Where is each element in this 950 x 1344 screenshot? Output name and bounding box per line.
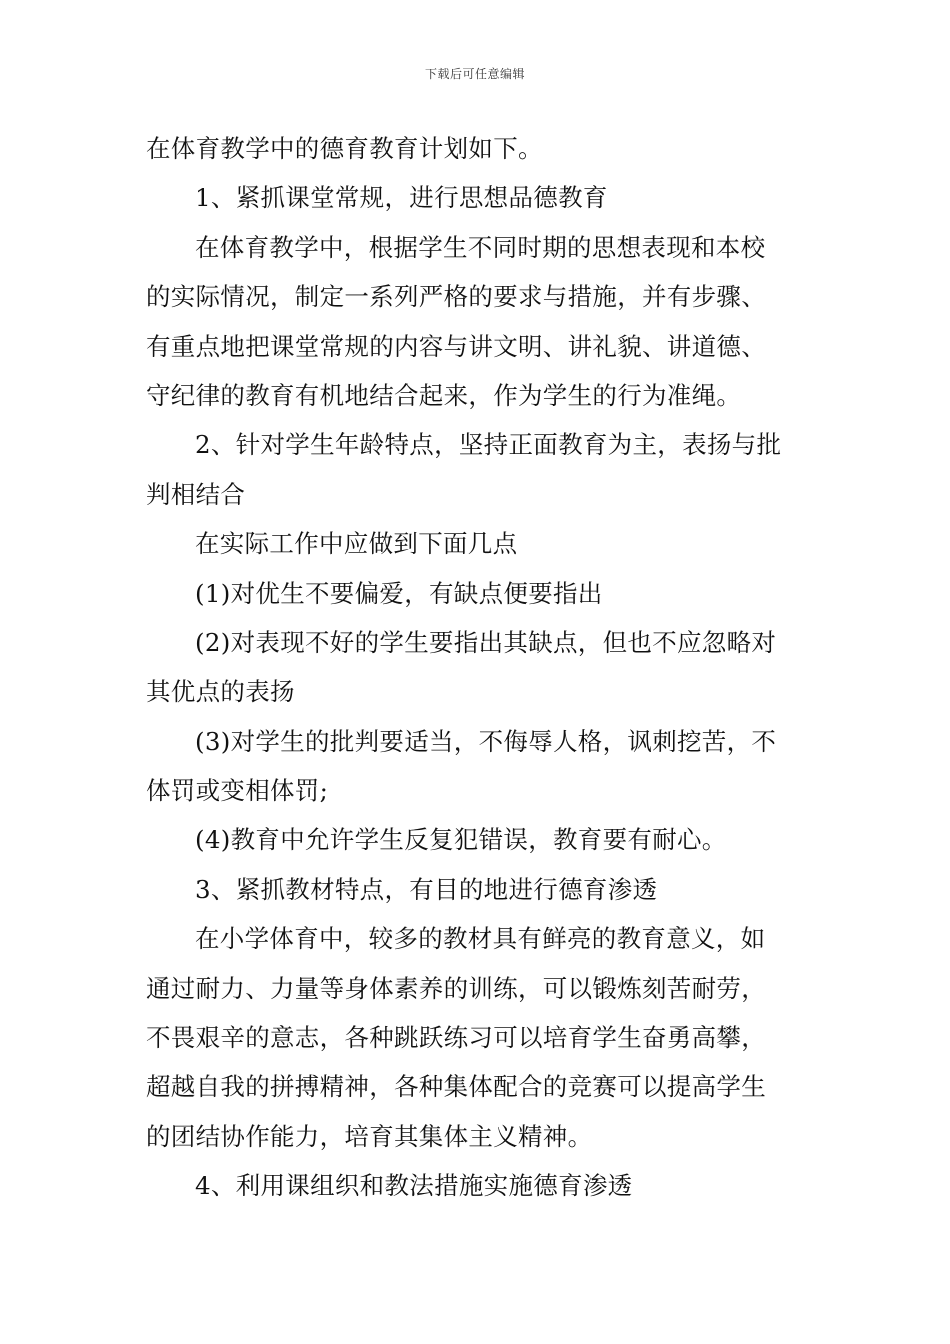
text-line: 判相结合 — [146, 479, 246, 509]
text-line: 体罚或变相体罚; — [146, 776, 329, 806]
text-line: 超越自我的拼搏精神，各种集体配合的竞赛可以提高学生 — [146, 1072, 766, 1102]
text-line: (4)教育中允许学生反复犯错误，教育要有耐心。 — [195, 825, 727, 855]
text-line: 3、紧抓教材特点，有目的地进行德育渗透 — [195, 874, 658, 904]
page-header: 下载后可任意编辑 — [424, 67, 525, 81]
text-line: 在实际工作中应做到下面几点 — [195, 529, 518, 559]
text-line: 在小学体育中，较多的教材具有鲜亮的教育意义，如 — [195, 924, 766, 954]
text-line: 在体育教学中的德育教育计划如下。 — [146, 134, 543, 163]
document-body — [146, 124, 811, 1211]
text-line: (2)对表现不好的学生要指出其缺点，但也不应忽略对 — [195, 627, 777, 657]
text-line: 4、利用课组织和教法措施实施德育渗透 — [195, 1171, 633, 1201]
text-line: 1、紧抓课堂常规，进行思想品德教育 — [195, 183, 608, 213]
text-line: (1)对优生不要偏爱，有缺点便要指出 — [195, 578, 603, 608]
text-line: 的实际情况，制定一系列严格的要求与措施，并有步骤、 — [146, 282, 766, 312]
text-line: 的团结协作能力，培育其集体主义精神。 — [146, 1121, 593, 1151]
text-line: 2、针对学生年龄特点，坚持正面教育为主，表扬与批 — [195, 430, 782, 460]
text-line: 在体育教学中，根据学生不同时期的思想表现和本校 — [195, 232, 766, 262]
text-line: (3)对学生的批判要适当，不侮辱人格，讽刺挖苦，不 — [195, 726, 777, 756]
text-line: 不畏艰辛的意志，各种跳跃练习可以培育学生奋勇高攀， — [146, 1023, 766, 1053]
text-line: 其优点的表扬 — [146, 677, 295, 707]
text-line: 通过耐力、力量等身体素养的训练，可以锻炼刻苦耐劳， — [146, 973, 766, 1003]
text-line: 有重点地把课堂常规的内容与讲文明、讲礼貌、讲道德、 — [146, 331, 766, 361]
text-line: 守纪律的教育有机地结合起来，作为学生的行为准绳。 — [146, 380, 742, 410]
